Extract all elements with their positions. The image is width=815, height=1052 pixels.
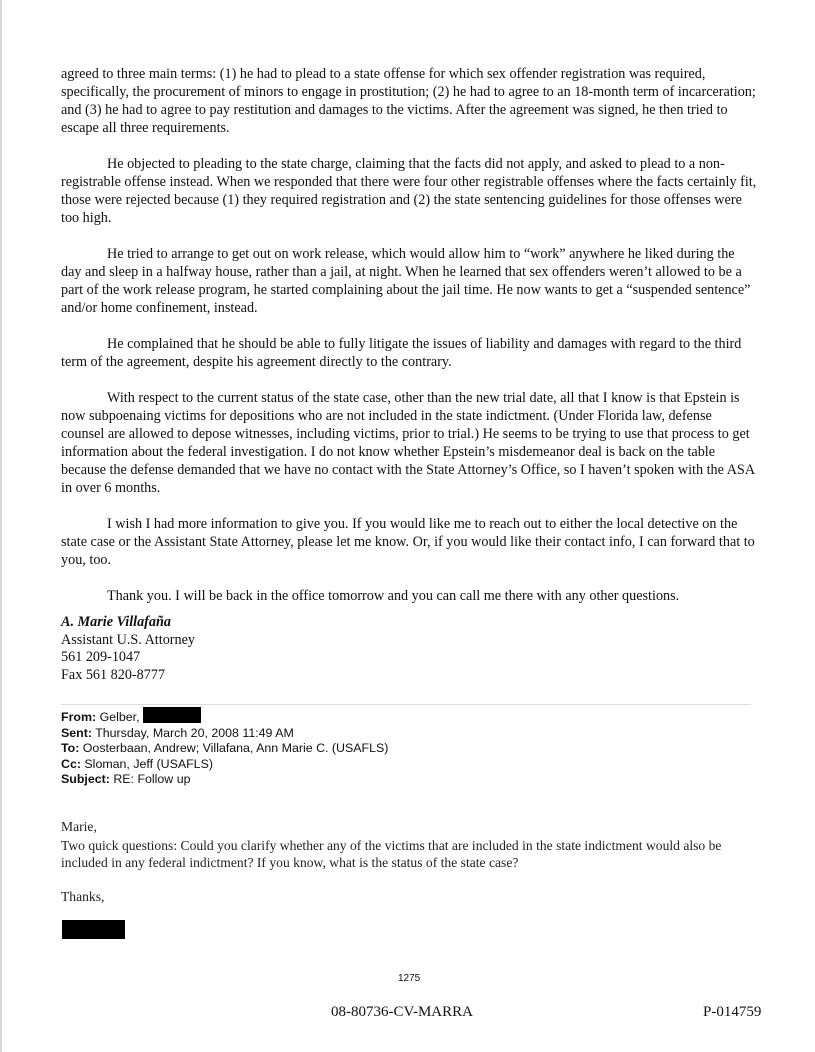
- email-greeting: Marie,: [61, 819, 97, 834]
- subject-line: [61, 772, 388, 788]
- paragraph-state-case-status: With respect to the current status of the state case, other than the new trial date, all that I know is that Epstein is now subpoenaing victims for depositions who are not included in the state indictment. (Under Florida law, defense counsel are allowed to depose witnesses, including victims, prior to trial.) He seems to be trying to use that process to get information about the federal investigation. I do not know whether Epstein’s misdemeanor deal is back on the table because the defense demanded that we have no contact with the State Attorney’s Office, so I haven’t spoken with the ASA in over 6 months.: [61, 390, 755, 496]
- sent-line: [61, 726, 388, 742]
- from-label: From:: [61, 710, 97, 724]
- paragraph-work-release: He tried to arrange to get out on work release, which would allow him to “work” anywhere he liked during the day and sleep in a halfway house, rather than a jail, at night. When he learned that sex offenders weren’t allowed to be a part of the work release program, he started complaining about the jail time. He now wants to get a “suspended sentence” and/or home confinement, instead.: [61, 246, 751, 316]
- bates-number: P-014759: [703, 1004, 762, 1020]
- letter-body: [61, 65, 757, 623]
- subject-label: Subject:: [61, 772, 110, 786]
- from-line: [61, 707, 388, 726]
- sent-label: Sent:: [61, 725, 92, 740]
- paragraph-thank-you: Thank you. I will be back in the office tomorrow and you can call me there with any other questions.: [107, 588, 680, 604]
- to-label: To:: [61, 741, 80, 755]
- to-value: Oosterbaan, Andrew; Villafana, Ann Marie C. (USAFLS): [82, 741, 389, 755]
- sent-value: Thursday, March 20, 2008 11:49 AM: [95, 725, 294, 740]
- signature-name: A. Marie Villafaña: [61, 614, 171, 630]
- signature-redaction-box: [62, 920, 125, 939]
- paragraph-more-info: I wish I had more information to give you. If you would like me to reach out to either the local detective on the state case or the Assistant State Attorney, please let me know. Or, if you would like their contact info, I can forward that to you, too.: [61, 516, 755, 568]
- cc-value: Sloman, Jeff (USAFLS): [84, 756, 213, 771]
- email-header: [61, 707, 388, 788]
- page-number: 1275: [398, 973, 421, 984]
- page-edge: [0, 0, 2, 1052]
- subject-value: RE: Follow up: [113, 772, 191, 786]
- signature-title: Assistant U.S. Attorney: [61, 631, 195, 648]
- paragraph-terms: agreed to three main terms: (1) he had to plead to a state offense for which sex offender registration was required, specifically, the procurement of minors to engage in prostitution; (2) he had to agree to an 18-month term of incarceration; and (3) he had to agree to pay restitution and damages to the victims. After the agreement was signed, he then tried to escape all three requirements.: [61, 66, 756, 136]
- from-value: Gelber,: [99, 710, 140, 724]
- signature-fax: Fax 561 820-8777: [61, 666, 166, 683]
- cc-label: Cc:: [61, 756, 81, 771]
- case-number: 08-80736-CV-MARRA: [331, 1004, 473, 1020]
- paragraph-liability: He complained that he should be able to fully litigate the issues of liability and damages with regard to the third term of the agreement, despite his agreement directly to the contrary.: [61, 336, 742, 370]
- cc-line: [61, 757, 388, 773]
- email-separator: [61, 704, 751, 705]
- redaction-box: [143, 707, 201, 723]
- email-closing: Thanks,: [61, 889, 105, 904]
- signature-block: [61, 614, 195, 684]
- paragraph-state-charge: He objected to pleading to the state charge, claiming that the facts did not apply, and asked to plead to a non-registrable offense instead. When we responded that there were four other registrable offenses where the facts certainly fit, those were rejected because (1) they required registration and (2) the state sentencing guidelines for those offenses were too high.: [61, 156, 757, 226]
- email-question: Two quick questions: Could you clarify whether any of the victims that are included in the state indictment would also be included in any federal indictment? If you know, what is the status of the state case?: [61, 838, 722, 870]
- to-line: [61, 741, 388, 757]
- signature-phone: 561 209-1047: [61, 649, 141, 665]
